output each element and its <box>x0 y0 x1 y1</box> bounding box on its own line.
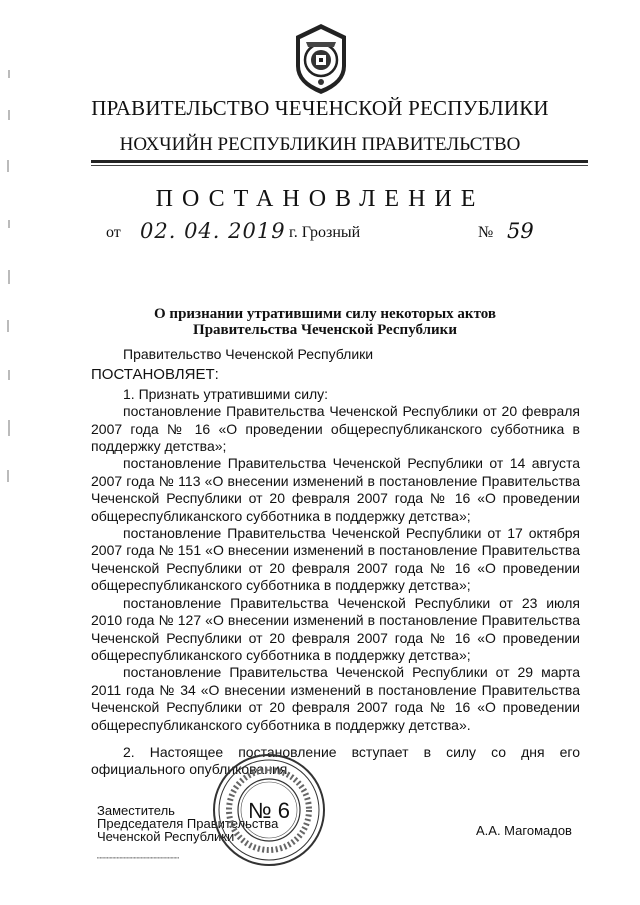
header-divider-thin <box>91 165 588 166</box>
subject-line: Правительства Чеченской Республики <box>193 322 457 338</box>
document-title: ПОСТАНОВЛЕНИЕ <box>155 186 485 212</box>
header-divider <box>91 160 588 163</box>
body-decree: ПОСТАНОВЛЯЕТ: <box>91 366 219 384</box>
coat-of-arms-emblem <box>290 22 352 96</box>
document-city: г. Грозный <box>289 224 361 241</box>
document-date: 02. 04. 2019 <box>140 219 286 243</box>
signature-title-line: Заместитель <box>97 803 175 818</box>
scan-margin-marks <box>4 70 14 490</box>
official-seal <box>211 752 327 868</box>
footer-marks: ▪▪▪▪▪▪▪▪▪▪▪▪▪▪▪▪▪▪▪▪▪▪▪▪▪▪▪▪▪▪▪▪▪▪▪▪▪▪▪▪▪▪▪▪▪▪▪▪▪▪▪▪▪▪▪▪▪▪ <box>97 855 180 860</box>
number-label: № <box>478 224 494 241</box>
repealed-act: постановление Правительства Чеченской Республики от 17 октября 2007 года № 151 «О внесении изменений в постановление Правительства Чеченской Республики от 20 февраля 2007 года № 16 «О проведении общереспубликанского субботника в поддержку детства»; <box>91 525 580 594</box>
seal-number: № 6 <box>248 798 290 823</box>
item-2: 2. Настоящее постановление вступает в силу со дня его официального опубликования. <box>91 743 580 778</box>
item-1-intro: 1. Признать утратившими силу: <box>123 385 329 402</box>
signature-title-line: Чеченской Республики <box>97 829 235 844</box>
repealed-act: постановление Правительства Чеченской Республики от 14 августа 2007 года № 113 «О внесении изменений в постановление Правительства Чеченской Республики от 20 февраля 2007 года № 16 «О проведении общереспубликанского субботника в поддержку детства»; <box>91 455 580 524</box>
repealed-act: постановление Правительства Чеченской Республики от 20 февраля 2007 года № 16 «О проведении общереспубликанского субботника в поддержку детства»; <box>91 403 580 455</box>
government-name-chechen: НОХЧИЙН РЕСПУБЛИКИН ПРАВИТЕЛЬСТВО <box>119 134 521 155</box>
document-body <box>91 346 580 779</box>
repealed-act: постановление Правительства Чеченской Республики от 29 марта 2011 года № 34 «О внесении изменений в постановление Правительства Чеченской Республики от 20 февраля 2007 года № 16 «О проведении общереспубликанского субботника в поддержку детства». <box>91 664 580 733</box>
document-number: 59 <box>507 219 534 243</box>
body-lead: Правительство Чеченской Республики <box>123 346 374 362</box>
signature-title-line: Председателя Правительства <box>97 816 279 831</box>
document-subject <box>100 306 550 338</box>
subject-line: О признании утратившими силу некоторых актов <box>154 306 496 322</box>
government-name-russian: ПРАВИТЕЛЬСТВО ЧЕЧЕНСКОЙ РЕСПУБЛИКИ <box>91 96 549 120</box>
date-label: от <box>106 224 121 241</box>
repealed-act: постановление Правительства Чеченской Республики от 23 июля 2010 года № 127 «О внесении изменений в постановление Правительства Чеченской Республики от 20 февраля 2007 года № 16 «О проведении общереспубликанского субботника в поддержку детства»; <box>91 594 580 663</box>
signer-name: А.А. Магомадов <box>476 823 572 838</box>
